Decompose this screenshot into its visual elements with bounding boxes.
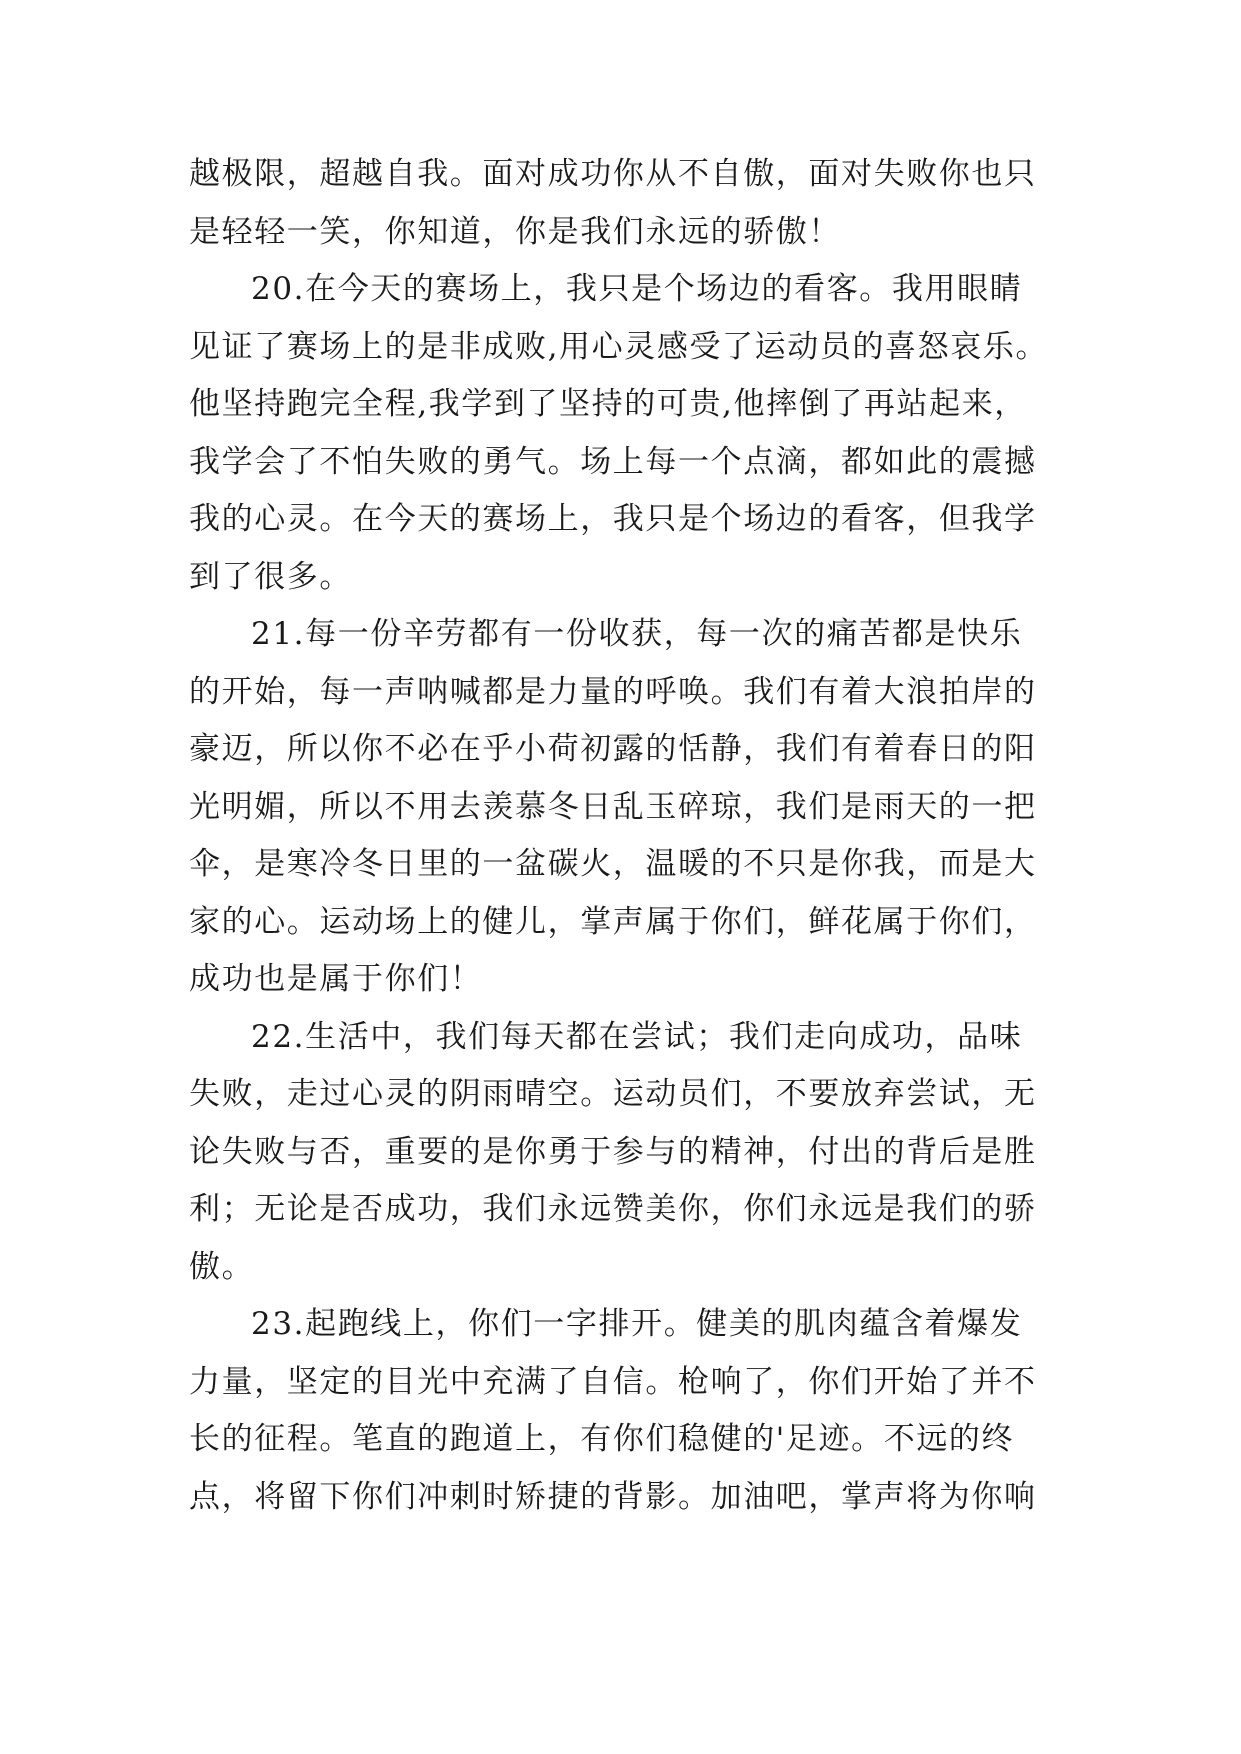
text-line: 21.每一份辛劳都有一份收获，每一次的痛苦都是快乐: [251, 616, 1023, 652]
text-line: 20.在今天的赛场上，我只是个场边的看客。我用眼睛: [251, 271, 1023, 307]
text-line: 论失败与否，重要的是你勇于参与的精神，付出的背后是胜: [189, 1133, 1037, 1170]
text-line: 利；无论是否成功，我们永远赞美你，你们永远是我们的骄: [189, 1191, 1037, 1227]
text-line: 到了很多。: [189, 558, 352, 595]
text-line: 越极限，超越自我。面对成功你从不自傲，面对失败你也只: [189, 156, 1037, 192]
text-line: 力量，坚定的目光中充满了自信。枪响了，你们开始了并不: [189, 1363, 1037, 1400]
body-text: [189, 146, 1069, 1526]
text-line: 我的心灵。在今天的赛场上，我只是个场边的看客，但我学: [189, 501, 1037, 537]
text-line: 22.生活中，我们每天都在尝试；我们走向成功，品味: [251, 1018, 1023, 1055]
text-line: 我学会了不怕失败的勇气。场上每一个点滴，都如此的震撼: [189, 443, 1037, 480]
text-line: 长的征程。笔直的跑道上，有你们稳健的'足迹。不远的终: [189, 1421, 1015, 1457]
text-line: 点，将留下你们冲刺时矫捷的背影。加油吧，掌声将为你响: [189, 1478, 1037, 1515]
text-line: 失败，走过心灵的阴雨晴空。运动员们，不要放弃尝试，无: [189, 1076, 1037, 1112]
text-line: 伞，是寒冷冬日里的一盆碳火，温暖的不只是你我，而是大: [189, 846, 1037, 882]
text-line: 家的心。运动场上的健儿，掌声属于你们，鲜花属于你们，: [189, 903, 1037, 940]
text-line: 光明媚，所以不用去羡慕冬日乱玉碎琼，我们是雨天的一把: [189, 788, 1037, 825]
text-line: 成功也是属于你们！: [189, 961, 483, 997]
text-line: 是轻轻一笑，你知道，你是我们永远的骄傲！: [189, 213, 841, 250]
text-line: 的开始，每一声呐喊都是力量的呼唤。我们有着大浪拍岸的: [189, 673, 1037, 710]
text-line: 见证了赛场上的是非成败,用心灵感受了运动员的喜怒哀乐。: [189, 328, 1049, 365]
text-line: 23.起跑线上，你们一字排开。健美的肌肉蕴含着爆发: [251, 1306, 1023, 1342]
text-line: 豪迈，所以你不必在乎小荷初露的恬静，我们有着春日的阳: [189, 731, 1037, 767]
text-line: 傲。: [189, 1248, 255, 1285]
text-line: 他坚持跑完全程,我学到了坚持的可贵,他摔倒了再站起来，: [189, 386, 1027, 422]
